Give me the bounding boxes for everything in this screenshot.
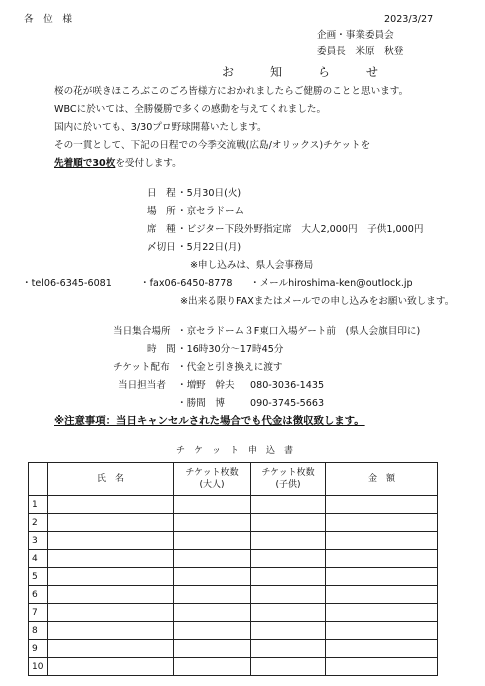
name-field[interactable] — [48, 658, 174, 676]
adult-tickets-field[interactable] — [174, 496, 251, 514]
child-tickets-field[interactable] — [251, 514, 326, 532]
first-come-30-tickets: 先着順で30枚 — [54, 158, 116, 169]
body-line-5 — [54, 158, 182, 170]
amount-field[interactable] — [326, 550, 438, 568]
place-label: 場 所 — [147, 206, 176, 217]
adult-tickets-field[interactable] — [174, 532, 251, 550]
table-row — [29, 532, 438, 550]
page-title: お 知 ら せ — [222, 65, 391, 79]
row-number: 4 — [29, 550, 48, 568]
header-number-cell — [29, 463, 48, 496]
date-label: 日 程 — [147, 188, 176, 199]
row-number: 2 — [29, 514, 48, 532]
staff-2-tel: 090-3745-5663 — [250, 398, 325, 409]
adult-tickets-field[interactable] — [174, 568, 251, 586]
amount-field[interactable] — [326, 604, 438, 622]
child-tickets-field[interactable] — [251, 550, 326, 568]
fax-note: ※出来る限りFAXまたはメールでの申し込みをお願い致します。 — [180, 296, 455, 307]
name-field[interactable] — [48, 496, 174, 514]
name-field[interactable] — [48, 622, 174, 640]
header-adult-line2: (大人) — [199, 480, 225, 490]
seat-label: 席 種 — [147, 224, 176, 235]
header-child-line2: (子供) — [275, 480, 301, 490]
amount-field[interactable] — [326, 532, 438, 550]
header-adult-tickets — [174, 463, 251, 496]
adult-tickets-field[interactable] — [174, 604, 251, 622]
recipients: 各 位 様 — [24, 14, 72, 25]
header-adult-line1: チケット枚数 — [185, 468, 239, 478]
table-row — [29, 496, 438, 514]
table-row — [29, 550, 438, 568]
row-number: 8 — [29, 622, 48, 640]
amount-field[interactable] — [326, 622, 438, 640]
header-amount: 金 額 — [326, 463, 438, 496]
row-number: 3 — [29, 532, 48, 550]
table-row — [29, 622, 438, 640]
name-field[interactable] — [48, 568, 174, 586]
amount-field[interactable] — [326, 496, 438, 514]
body-line-4: その一貫として、下記の日程での今季交流戦(広島/オリックス)チケットを — [54, 140, 371, 151]
amount-field[interactable] — [326, 568, 438, 586]
row-number: 10 — [29, 658, 48, 676]
name-field[interactable] — [48, 532, 174, 550]
header-name: 氏 名 — [48, 463, 174, 496]
staff-1-tel: 080-3036-1435 — [250, 380, 325, 391]
header-child-tickets — [251, 463, 326, 496]
table-header-row — [29, 463, 438, 496]
table-row — [29, 604, 438, 622]
deadline-label: 〆切日 — [147, 242, 176, 253]
name-field[interactable] — [48, 550, 174, 568]
adult-tickets-field[interactable] — [174, 586, 251, 604]
child-tickets-field[interactable] — [251, 532, 326, 550]
meeting-time-value: ・16時30分～17時45分 — [177, 344, 284, 355]
date-value: ・5月30日(火) — [177, 188, 242, 199]
seat-value: ・ビジター下段外野指定席 大人2,000円 子供1,000円 — [177, 224, 424, 235]
amount-field[interactable] — [326, 640, 438, 658]
table-row — [29, 640, 438, 658]
ticket-dist-value: ・代金と引き換えに渡す — [177, 362, 283, 373]
name-field[interactable] — [48, 514, 174, 532]
child-tickets-field[interactable] — [251, 658, 326, 676]
row-number: 6 — [29, 586, 48, 604]
child-tickets-field[interactable] — [251, 586, 326, 604]
meeting-place-label: 当日集合場所 — [113, 326, 171, 337]
staff-label: 当日担当者 — [118, 380, 166, 391]
meeting-time-label: 時 間 — [147, 344, 176, 355]
amount-field[interactable] — [326, 514, 438, 532]
document-date: 2023/3/27 — [384, 14, 434, 25]
adult-tickets-field[interactable] — [174, 640, 251, 658]
body-line-2: WBCに於いては、全勝優勝で多くの感動を与えてくれました。 — [54, 104, 327, 115]
table-row — [29, 568, 438, 586]
committee-name: 企画・事業委員会 — [317, 30, 394, 41]
header-child-line1: チケット枚数 — [261, 468, 315, 478]
body-line-1: 桜の花が咲きほころぶこのごろ皆様方におかれましたらご健勝のことと思います。 — [54, 86, 409, 97]
adult-tickets-field[interactable] — [174, 550, 251, 568]
contact-tel: ・tel06-6345-6081 — [22, 278, 112, 289]
child-tickets-field[interactable] — [251, 496, 326, 514]
adult-tickets-field[interactable] — [174, 622, 251, 640]
apply-note: ※申し込みは、県人会事務局 — [190, 260, 314, 271]
contact-fax: ・fax06-6450-8778 — [140, 278, 233, 289]
staff-1-name: ・増野 幹夫 — [177, 380, 235, 391]
ticket-dist-label: チケット配布 — [113, 362, 170, 373]
table-row — [29, 586, 438, 604]
table-row — [29, 658, 438, 676]
amount-field[interactable] — [326, 586, 438, 604]
child-tickets-field[interactable] — [251, 622, 326, 640]
adult-tickets-field[interactable] — [174, 658, 251, 676]
meeting-place-value: ・京セラドーム３F東口入場ゲート前 (県人会旗目印に) — [177, 326, 421, 337]
contact-mail: ・メールhiroshima-ken@outlock.jp — [250, 278, 413, 289]
form-title: チ ケ ッ ト 申 込 書 — [176, 446, 294, 456]
table-row — [29, 514, 438, 532]
cancellation-notice: ※注意事項：当日キャンセルされた場合でも代金は徴収致します。 — [54, 415, 365, 427]
amount-field[interactable] — [326, 658, 438, 676]
row-number: 5 — [29, 568, 48, 586]
name-field[interactable] — [48, 604, 174, 622]
staff-2-name: ・勝間 博 — [177, 398, 225, 409]
row-number: 1 — [29, 496, 48, 514]
name-field[interactable] — [48, 586, 174, 604]
ticket-application-table — [28, 462, 438, 676]
deadline-value: ・5月22日(月) — [177, 242, 242, 253]
row-number: 7 — [29, 604, 48, 622]
adult-tickets-field[interactable] — [174, 514, 251, 532]
child-tickets-field[interactable] — [251, 640, 326, 658]
name-field[interactable] — [48, 640, 174, 658]
body-line-3: 国内に於いても、3/30プロ野球開幕いたします。 — [54, 122, 267, 133]
child-tickets-field[interactable] — [251, 568, 326, 586]
row-number: 9 — [29, 640, 48, 658]
place-value: ・京セラドーム — [177, 206, 245, 217]
body-line-5-rest: を受付します。 — [115, 158, 182, 169]
child-tickets-field[interactable] — [251, 604, 326, 622]
committee-chair: 委員長 米原 秋登 — [317, 46, 404, 57]
